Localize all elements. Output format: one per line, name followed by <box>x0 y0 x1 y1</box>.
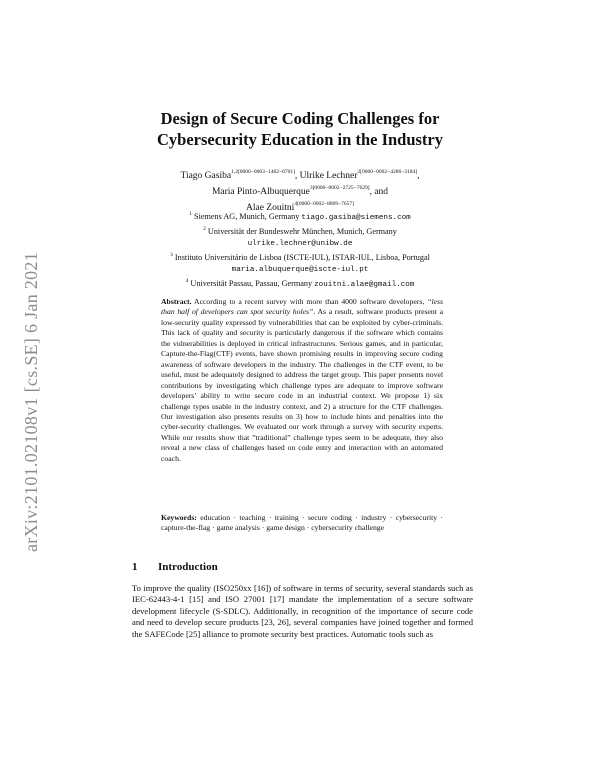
affiliation-text: Universität Passau, Passau, Germany <box>190 279 313 288</box>
affiliation-number: 3 <box>170 252 173 258</box>
affiliation-3-email-line <box>100 263 500 276</box>
affiliation-email[interactable]: ulrike.lechner@unibw.de <box>247 240 353 248</box>
affiliation-number: 2 <box>203 226 206 232</box>
affiliation-2-email-line <box>100 237 500 250</box>
title-line-1: Design of Secure Coding Challenges for <box>160 109 440 128</box>
author-conjunction: , and <box>369 187 389 197</box>
paper-title <box>120 108 480 150</box>
author-list <box>100 166 500 214</box>
affiliation-email[interactable]: tiago.gasiba@siemens.com <box>301 214 411 222</box>
author-name: Tiago Gasiba <box>180 171 232 181</box>
arxiv-side-identifier: arXiv:2101.02108v1 [cs.SE] 6 Jan 2021 <box>21 251 41 553</box>
abstract <box>161 297 443 464</box>
author-superscript: 2[0000−0002−4286−3184] <box>357 169 418 175</box>
affiliations <box>100 209 500 291</box>
abstract-quote: “less than half of developers can spot security holes” <box>161 297 443 317</box>
abstract-label: Abstract. <box>161 297 192 306</box>
author-name: Alae Zouitni <box>246 203 295 213</box>
title-line-2: Cybersecurity Education in the Industry <box>156 130 444 149</box>
affiliation-email[interactable]: zouitni.alae@gmail.com <box>314 281 415 289</box>
author-line-2 <box>100 182 500 198</box>
section-number: 1 <box>132 561 138 573</box>
affiliation-text: Siemens AG, Munich, Germany <box>194 212 300 221</box>
affiliation-email[interactable]: maria.albuquerque@iscte-iul.pt <box>231 266 369 274</box>
abstract-text-2: . As a result, software products present a low-security quality expressed by vulnerabilities that can be exploited by cyber-criminals. This lack of quality and security is particularly dangerous if the software which contains the vulnerabilities is deployed in critical infrastructures. Serious games, and in particular, Capture-the-Flag(CTF) events, have shown promising results in improving secure coding awareness of software developers in the industry. The challenges in the CTF event, to be useful, must be adequately designed to address the target group. This paper presents novel contributions by investigating which challenge types are adequate to improve software developers’ ability to write secure code in an industrial context. We propose 1) six challenge types usable in the industry context, and 2) a structure for the CTF challenges. Our investigation also presents results on 3) how to include hints and penalties into the cyber-security challenges. We evaluated our work through a survey with security experts. While our results show that ”traditional” challenge types seem to be adequate, they also reveal a new class of challenges based on code entry and interaction with an automated coach. <box>161 307 443 463</box>
keywords-text: education · teaching · training · secure coding · industry · cybersecurity · capture-the-flag · game analysis · game design · cybersecurity challenge <box>161 513 443 533</box>
author-superscript: 3[0000−0002−2725−7629] <box>309 185 370 191</box>
affiliation-number: 4 <box>185 278 189 284</box>
affiliation-4 <box>100 276 500 291</box>
author-line-1: Tiago Gasiba$^{1,2[0000-0003-1462-6701]}$, Ulrike Lechner$^{2[0000-0002-4286-3184]}$, <box>180 169 420 181</box>
author-name: Ulrike Lechner <box>299 171 358 181</box>
affiliation-3 <box>100 250 500 263</box>
abstract-text-1: According to a recent survey with more than 4000 software developers, <box>191 297 428 306</box>
author-name: Maria Pinto-Albuquerque <box>211 187 310 197</box>
section-heading <box>132 561 218 573</box>
keywords <box>161 513 443 534</box>
affiliation-1 <box>100 209 500 224</box>
affiliation-2 <box>100 224 500 237</box>
intro-paragraph: To improve the quality (ISO250xx [16]) of software in terms of security, several standards such as IEC-62443-4-1 [15] and ISO 27001 [17] mandate the implementation of a secure software development lifecycle (S-SDLC). Additionally, in recognition of the importance of secure code and need to develop secure products [23, 26], several companies have joined together and formed the SAFECode [25] alliance to promote security best practices. Automatic tools such as <box>132 583 473 639</box>
affiliation-text: Instituto Universitário de Lisboa (ISCTE-IUL), ISTAR-IUL, Lisboa, Portugal <box>174 253 430 262</box>
author-superscript: 4[0000−0002−8809−7657] <box>294 201 354 207</box>
affiliation-number: 1 <box>189 211 192 217</box>
author-superscript: 1,2[0000−0003−1462−6701] <box>231 169 295 175</box>
section-title: Introduction <box>158 561 218 573</box>
keywords-label: Keywords: <box>161 513 197 522</box>
affiliation-text: Universität der Bundeswehr München, Munich, Germany <box>207 227 397 236</box>
